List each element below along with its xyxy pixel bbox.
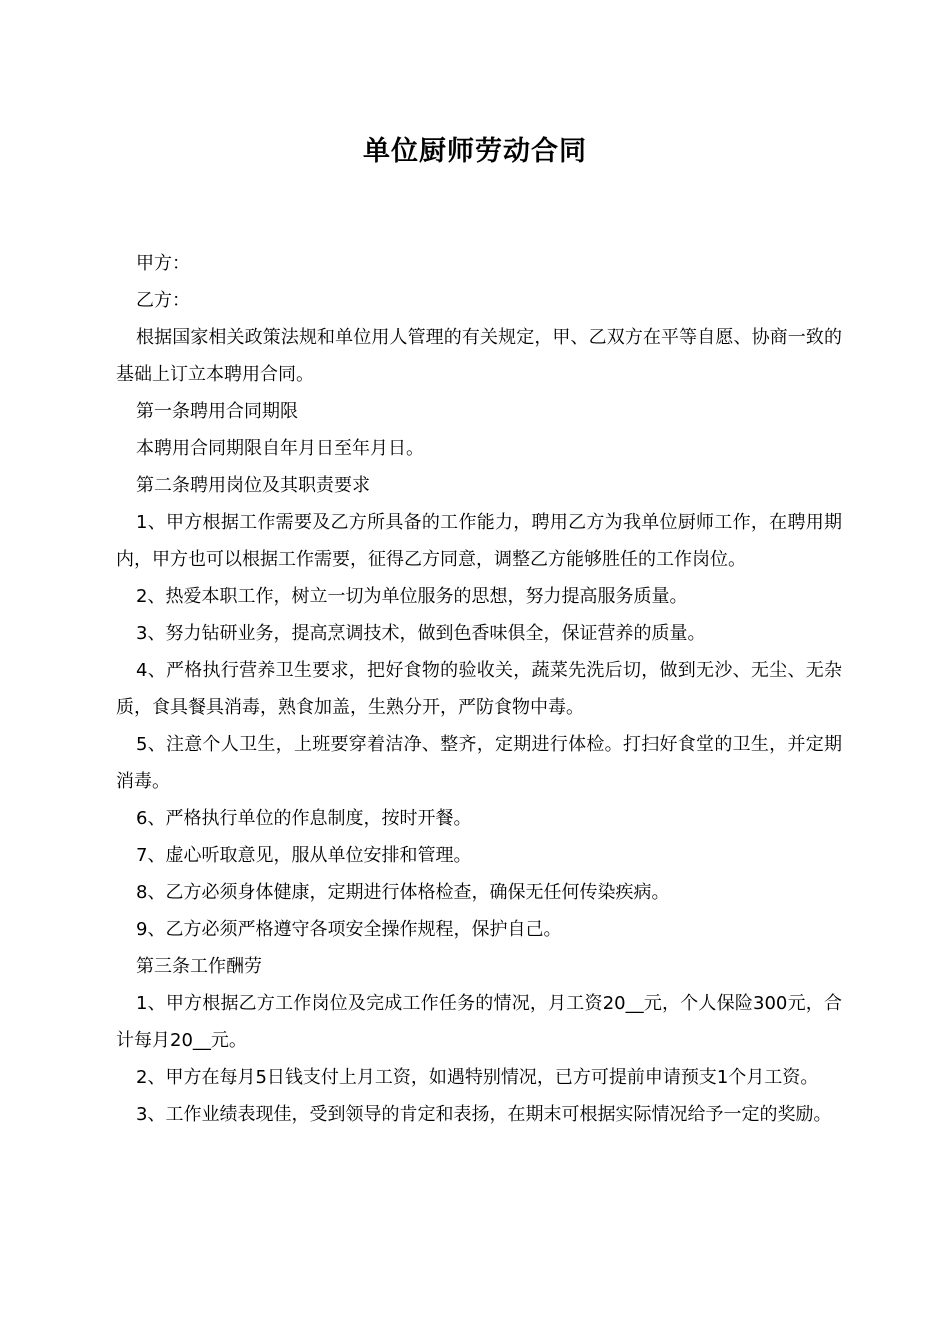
article-2-item-4: 4、严格执行营养卫生要求，把好食物的验收关，蔬菜先洗后切，做到无沙、无尘、无杂质，食具餐具消毒，熟食加盖，生熟分开，严防食物中毒。 — [116, 660, 842, 718]
article-2-item-3: 3、努力钻研业务，提高烹调技术，做到色香味俱全，保证营养的质量。 — [136, 623, 706, 644]
article-3-heading: 第三条工作酬劳 — [136, 956, 262, 977]
article-1-heading: 第一条聘用合同期限 — [136, 401, 298, 422]
document-title: 单位厨师劳动合同 — [363, 136, 587, 167]
article-2-item-9: 9、乙方必须严格遵守各项安全操作规程，保护自己。 — [136, 919, 562, 940]
party-a-line: 甲方： — [136, 253, 190, 274]
document-body — [116, 245, 842, 1133]
preamble-paragraph: 根据国家相关政策法规和单位用人管理的有关规定，甲、乙双方在平等自愿、协商一致的基础上订立本聘用合同。 — [116, 327, 842, 385]
article-2-heading: 第二条聘用岗位及其职责要求 — [136, 475, 370, 496]
article-2-item-5: 5、注意个人卫生，上班要穿着洁净、整齐，定期进行体检。打扫好食堂的卫生，并定期消毒。 — [116, 734, 842, 792]
article-3-item-2: 2、甲方在每月5日钱支付上月工资，如遇特别情况，已方可提前申请预支1个月工资。 — [136, 1067, 819, 1088]
article-1-text: 本聘用合同期限自年月日至年月日。 — [136, 438, 424, 459]
article-2-item-6: 6、严格执行单位的作息制度，按时开餐。 — [136, 808, 472, 829]
party-b-line: 乙方： — [136, 290, 190, 311]
article-3-item-3: 3、工作业绩表现佳，受到领导的肯定和表扬，在期末可根据实际情况给予一定的奖励。 — [136, 1104, 832, 1125]
article-3-item-1: 1、甲方根据乙方工作岗位及完成工作任务的情况，月工资20__元，个人保险300元，合计每月20__元。 — [116, 993, 842, 1051]
article-2-item-7: 7、虚心听取意见，服从单位安排和管理。 — [136, 845, 472, 866]
article-2-item-8: 8、乙方必须身体健康，定期进行体格检查，确保无任何传染疾病。 — [136, 882, 670, 903]
article-2-item-2: 2、热爱本职工作，树立一切为单位服务的思想，努力提高服务质量。 — [136, 586, 688, 607]
article-2-item-1: 1、甲方根据工作需要及乙方所具备的工作能力，聘用乙方为我单位厨师工作，在聘用期内，甲方也可以根据工作需要，征得乙方同意，调整乙方能够胜任的工作岗位。 — [116, 512, 842, 570]
